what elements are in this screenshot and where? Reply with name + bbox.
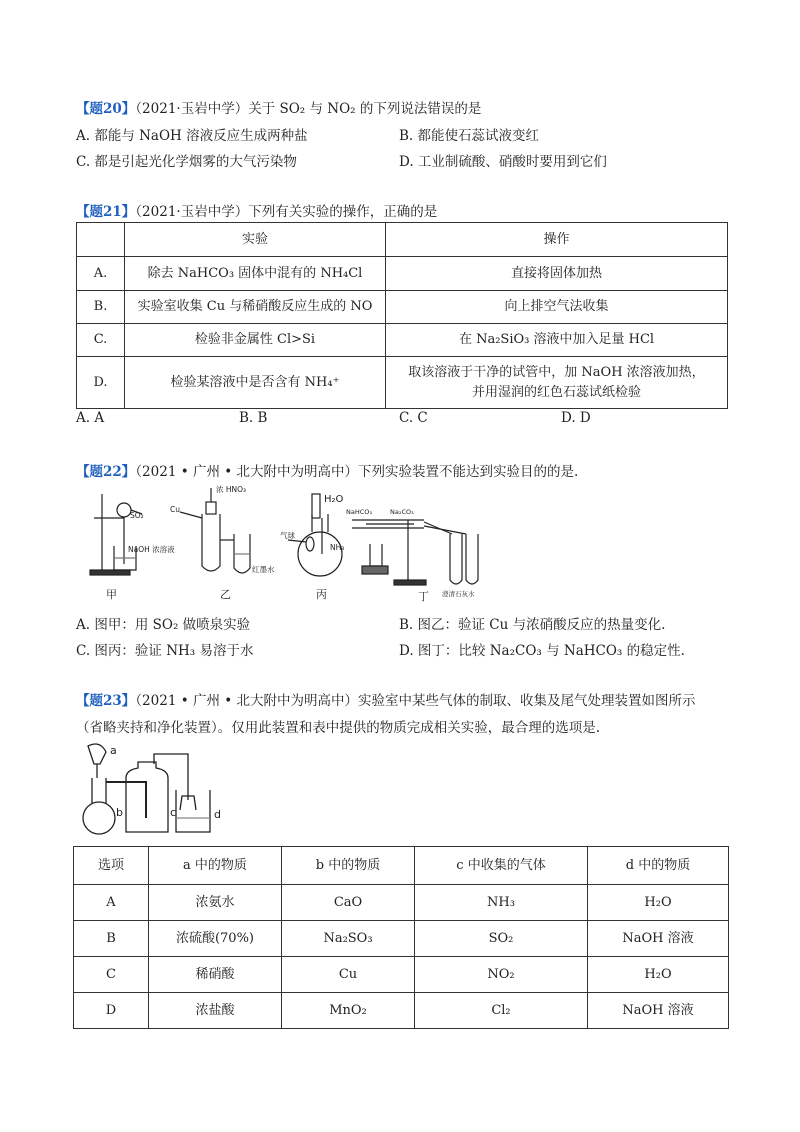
q23-cell: H₂O <box>588 885 729 921</box>
q20-option-a: A. 都能与 NaOH 溶液反应生成两种盐 <box>76 128 308 144</box>
label-hno3: 浓 HNO₃ <box>216 485 247 494</box>
label-c: c <box>170 806 177 819</box>
figure-ding <box>352 520 478 585</box>
q23-header-option: 选项 <box>74 847 149 885</box>
q23-cell: Na₂SO₃ <box>282 921 415 957</box>
figure-bing <box>288 494 345 576</box>
label-a: a <box>110 744 117 757</box>
q22-source: （2021 • 广州 • 北大附中为明高中） <box>135 464 358 480</box>
q21-exp: 实验室收集 Cu 与稀硝酸反应生成的 NO <box>125 291 386 324</box>
q23-cell: H₂O <box>588 957 729 993</box>
q23-stem <box>76 689 696 709</box>
q21-header-blank <box>77 223 125 257</box>
q21-header-exp: 实验 <box>125 223 386 257</box>
q23-question-line1: 实验室中某些气体的制取、收集及尾气处理装置如图所示 <box>358 693 696 709</box>
q20-stem <box>76 97 481 117</box>
q21-source: （2021·玉岩中学） <box>135 204 249 220</box>
q23-cell: MnO₂ <box>282 993 415 1029</box>
q22-option-a: A. 图甲：用 SO₂ 做喷泉实验 <box>76 617 251 633</box>
q23-apparatus-figure <box>76 738 236 838</box>
figure-yi <box>180 488 250 573</box>
q21-label: D. <box>77 357 125 409</box>
q20-option-c: C. 都是引起光化学烟雾的大气污染物 <box>76 154 297 170</box>
label-shihui: 澄清石灰水 <box>442 590 475 598</box>
q21-op: 直接将固体加热 <box>386 257 728 291</box>
q21-answer-b: B. B <box>239 410 268 426</box>
q21-answer-c: C. C <box>399 410 428 426</box>
q23-cell: CaO <box>282 885 415 921</box>
q21-stem <box>76 200 437 220</box>
q21-number: 【题21】 <box>76 204 136 220</box>
label-hongmo: 红墨水 <box>252 565 275 574</box>
q23-cell: SO₂ <box>415 921 588 957</box>
q20-option-d: D. 工业制硫酸、硝酸时要用到它们 <box>399 154 607 170</box>
q23-number: 【题23】 <box>76 693 136 709</box>
q21-label: C. <box>77 324 125 357</box>
q21-table <box>76 222 728 409</box>
q21-row-b <box>77 291 728 324</box>
q21-op-line1: 取该溶液于干净的试管中，加 NaOH 浓溶液加热， <box>408 364 705 380</box>
q20-option-b: B. 都能使石蕊试液变红 <box>399 128 540 144</box>
q23-cell: D <box>74 993 149 1029</box>
label-d: d <box>214 808 221 821</box>
q23-cell: 浓氨水 <box>149 885 282 921</box>
q23-table <box>73 846 729 1029</box>
q21-row-d <box>77 357 728 409</box>
caption-yi: 乙 <box>220 588 231 601</box>
q21-op: 向上排空气法收集 <box>386 291 728 324</box>
figure-jia <box>90 494 142 575</box>
q20-question: 关于 SO₂ 与 NO₂ 的下列说法错误的是 <box>248 101 482 117</box>
q21-question: 下列有关实验的操作，正确的是 <box>248 204 438 220</box>
q21-row-a <box>77 257 728 291</box>
q23-cell: Cu <box>282 957 415 993</box>
q23-cell: Cl₂ <box>415 993 588 1029</box>
q23-header-c: c 中收集的气体 <box>415 847 588 885</box>
q21-op <box>386 357 728 409</box>
label-na2co3: Na₂CO₃ <box>390 508 414 516</box>
q23-cell: C <box>74 957 149 993</box>
q23-cell: A <box>74 885 149 921</box>
q23-source: （2021 • 广州 • 北大附中为明高中） <box>135 693 358 709</box>
q23-cell: 浓盐酸 <box>149 993 282 1029</box>
q23-header-row <box>74 847 729 885</box>
q23-cell: 浓硫酸(70%) <box>149 921 282 957</box>
q21-exp: 除去 NaHCO₃ 固体中混有的 NH₄Cl <box>125 257 386 291</box>
q21-label: A. <box>77 257 125 291</box>
label-naoh: NaOH 浓溶液 <box>128 545 175 554</box>
q22-stem <box>76 460 578 480</box>
caption-bing: 丙 <box>316 588 327 601</box>
q20-number: 【题20】 <box>76 101 136 117</box>
label-nh3: NH₃ <box>330 543 345 552</box>
q23-cell: B <box>74 921 149 957</box>
q23-cell: NaOH 溶液 <box>588 993 729 1029</box>
q22-option-c: C. 图丙：验证 NH₃ 易溶于水 <box>76 643 254 659</box>
q23-header-a: a 中的物质 <box>149 847 282 885</box>
label-nahco3: NaHCO₃ <box>346 508 372 516</box>
q23-cell: 稀硝酸 <box>149 957 282 993</box>
q23-row-a <box>74 885 729 921</box>
q21-exp: 检验非金属性 Cl>Si <box>125 324 386 357</box>
label-cu: Cu <box>170 505 180 514</box>
caption-ding: 丁 <box>418 590 429 603</box>
q22-option-b: B. 图乙：验证 Cu 与浓硝酸反应的热量变化. <box>399 617 666 633</box>
label-qiu: 气球 <box>280 531 295 540</box>
q23-header-d: d 中的物质 <box>588 847 729 885</box>
q21-answer-d: D. D <box>561 410 591 426</box>
q23-cell: NH₃ <box>415 885 588 921</box>
q23-header-b: b 中的物质 <box>282 847 415 885</box>
q23-row-b <box>74 921 729 957</box>
q21-answer-a: A. A <box>76 410 105 426</box>
q23-question-line2: （省略夹持和净化装置）。仅用此装置和表中提供的物质完成相关实验，最合理的选项是. <box>76 720 601 736</box>
q21-header-row <box>77 223 728 257</box>
q20-source: （2021·玉岩中学） <box>135 101 249 117</box>
q21-header-op: 操作 <box>386 223 728 257</box>
label-so2: SO₂ <box>130 511 144 520</box>
q23-cell: NaOH 溶液 <box>588 921 729 957</box>
q21-op: 在 Na₂SiO₃ 溶液中加入足量 HCl <box>386 324 728 357</box>
q21-row-c <box>77 324 728 357</box>
caption-jia: 甲 <box>106 588 117 601</box>
q21-exp: 检验某溶液中是否含有 NH₄⁺ <box>125 357 386 409</box>
q23-cell: NO₂ <box>415 957 588 993</box>
q23-row-c <box>74 957 729 993</box>
q21-op-line2: 并用湿润的红色石蕊试纸检验 <box>471 384 641 400</box>
label-b: b <box>116 806 123 819</box>
q22-apparatus-figure <box>84 484 544 604</box>
q22-option-d: D. 图丁：比较 Na₂CO₃ 与 NaHCO₃ 的稳定性. <box>399 643 685 659</box>
q21-label: B. <box>77 291 125 324</box>
q22-question: 下列实验装置不能达到实验目的的是. <box>358 464 579 480</box>
label-h2o: H₂O <box>324 494 344 505</box>
q23-row-d <box>74 993 729 1029</box>
q22-number: 【题22】 <box>76 464 136 480</box>
